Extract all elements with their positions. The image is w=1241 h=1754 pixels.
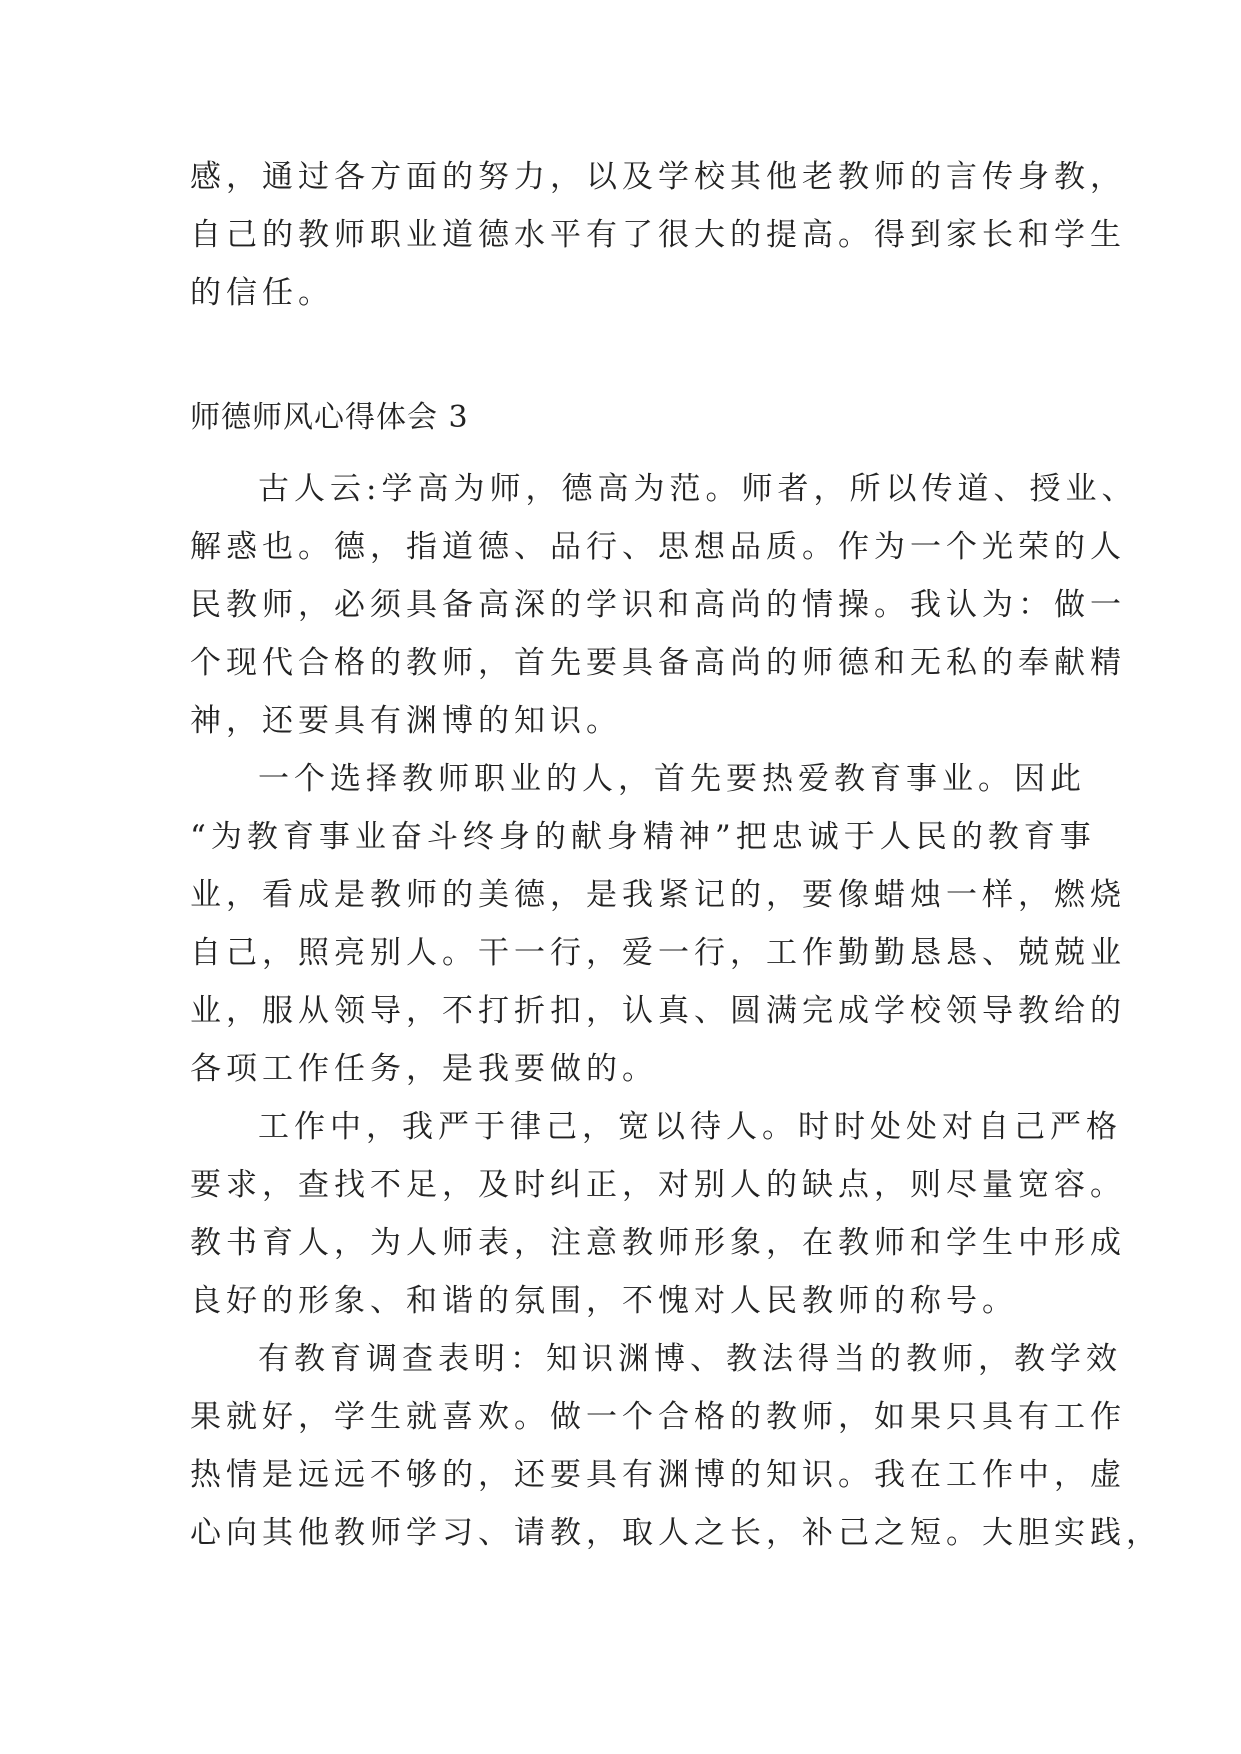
text-line: 业，服从领导，不打折扣，认真、圆满完成学校领导教给的 xyxy=(190,993,1126,1029)
text-line: 要求，查找不足，及时纠正，对别人的缺点，则尽量宽容。 xyxy=(190,1167,1126,1203)
text-line: 一个选择教师职业的人，首先要热爱教育事业。因此 xyxy=(258,761,1086,797)
text-line: 工作中，我严于律己，宽以待人。时时处处对自己严格 xyxy=(258,1109,1122,1145)
text-line: 自己的教师职业道德水平有了很大的提高。得到家长和学生 xyxy=(190,217,1126,253)
text-line: 神，还要具有渊博的知识。 xyxy=(190,703,622,739)
text-line: 民教师，必须具备高深的学识和高尚的情操。我认为：做一 xyxy=(190,587,1126,623)
text-line: “为教育事业奋斗终身的献身精神”把忠诚于人民的教育事 xyxy=(190,819,1096,855)
text-line: 个现代合格的教师，首先要具备高尚的师德和无私的奉献精 xyxy=(190,645,1126,681)
text-line: 自己，照亮别人。干一行，爱一行，工作勤勤恳恳、兢兢业 xyxy=(190,935,1126,971)
text-line: 热情是远远不够的，还要具有渊博的知识。我在工作中，虚 xyxy=(190,1457,1126,1493)
section-title: 师德师风心得体会 3 xyxy=(190,400,469,435)
text-line: 有教育调查表明：知识渊博、教法得当的教师，教学效 xyxy=(258,1341,1122,1377)
paragraph-2 xyxy=(190,750,1126,1098)
intro-paragraph xyxy=(190,148,1126,322)
text-line: 心向其他教师学习、请教，取人之长，补己之短。大胆实践， xyxy=(190,1515,1162,1551)
text-line: 的信任。 xyxy=(190,275,334,311)
text-line: 解惑也。德，指道德、品行、思想品质。作为一个光荣的人 xyxy=(190,529,1126,565)
text-line: 古人云:学高为师，德高为范。师者，所以传道、授业、 xyxy=(258,471,1138,507)
text-line: 良好的形象、和谐的氛围，不愧对人民教师的称号。 xyxy=(190,1283,1018,1319)
text-line: 教书育人，为人师表，注意教师形象，在教师和学生中形成 xyxy=(190,1225,1126,1261)
paragraph-4 xyxy=(190,1330,1162,1562)
text-line: 感，通过各方面的努力，以及学校其他老教师的言传身教， xyxy=(190,159,1126,195)
text-line: 各项工作任务，是我要做的。 xyxy=(190,1051,658,1087)
text-line: 果就好，学生就喜欢。做一个合格的教师，如果只具有工作 xyxy=(190,1399,1126,1435)
paragraph-3 xyxy=(190,1098,1126,1330)
paragraph-1 xyxy=(190,460,1138,750)
text-line: 业，看成是教师的美德，是我紧记的，要像蜡烛一样，燃烧 xyxy=(190,877,1126,913)
